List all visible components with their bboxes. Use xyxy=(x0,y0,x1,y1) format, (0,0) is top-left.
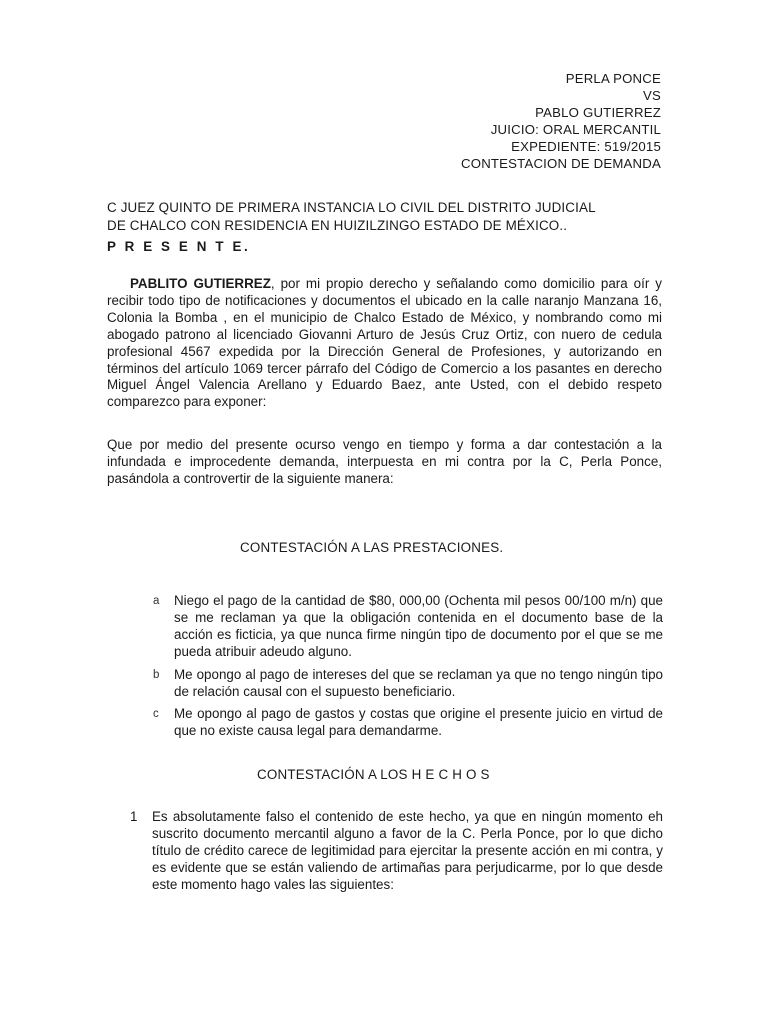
defendant-name: PABLO GUTIERREZ xyxy=(535,105,661,120)
item-marker: a xyxy=(153,595,160,607)
defendant-bold-name: PABLITO GUTIERREZ xyxy=(130,276,271,291)
trial-type: JUICIO: ORAL MERCANTIL xyxy=(490,122,661,137)
item-marker: c xyxy=(153,708,159,720)
case-file-number: EXPEDIENTE: 519/2015 xyxy=(511,139,661,154)
case-header xyxy=(461,70,661,172)
hechos-title: CONTESTACIÓN A LOS H E C H O S xyxy=(257,767,490,782)
item-text: Me opongo al pago de intereses del que se reclaman ya que no tengo ningún tipo de relación causal con el supuesto beneficiario. xyxy=(174,667,663,699)
hecho-text: Es absolutamente falso el contenido de este hecho, ya que en ningún momento eh suscrito documento mercantil alguno a favor de la C. Perla Ponce, por lo que dicho título de crédito carece de legitimidad para ejercitar la presente acción en mi contra, y es evidente que se están valiendo de artimañas para perjudicarme, por lo que desde este momento hago vales las siguientes: xyxy=(152,809,663,892)
plaintiff-name: PERLA PONCE xyxy=(565,71,661,86)
versus-label: VS xyxy=(643,88,661,103)
response-paragraph: Que por medio del presente ocurso vengo en tiempo y forma a dar contestación a la infundada e improcedente demanda, interpuesta en mi contra por la C, Perla Ponce, pasándola a controvertir de la siguiente manera: xyxy=(107,437,662,486)
prestaciones-title: CONTESTACIÓN A LAS PRESTACIONES. xyxy=(240,540,504,555)
addressee-block xyxy=(107,199,662,235)
intro-paragraph-text: , por mi propio derecho y señalando como domicilio para oír y recibir todo tipo de notificaciones y documentos el ubicado en la calle naranjo Manzana 16, Colonia la Bomba , en el municipio de Chalco Estado de México, y nombrando como mi abogado patrono al licenciado Giovanni Arturo de Jesús Cruz Ortiz, con nuero de cedula profesional 4567 expedida por la Dirección General de Profesiones, y autorizando en términos del artículo 1069 tercer párrafo del Código de Comercio a los pasantes en derecho Miguel Ángel Valencia Arellano y Eduardo Baez, ante Usted, con el debido respeto comparezco para exponer: xyxy=(107,276,662,410)
addressee-line-1: C JUEZ QUINTO DE PRIMERA INSTANCIA LO CIVIL DEL DISTRITO JUDICIAL xyxy=(107,200,596,215)
intro-paragraph xyxy=(107,276,662,411)
item-text: Niego el pago de la cantidad de $80, 000,00 (Ochenta mil pesos 00/100 m/n) que se me reclaman ya que la obligación contenida en el documento base de la acción es ficticia, ya que nunca firme ningún tipo de documento por el que se me pueda atribuir adeudo alguno. xyxy=(174,593,663,659)
document-type: CONTESTACION DE DEMANDA xyxy=(461,156,661,171)
item-marker: b xyxy=(153,669,160,681)
addressee-line-2: DE CHALCO CON RESIDENCIA EN HUIZILZINGO ESTADO DE MÉXICO.. xyxy=(107,218,568,233)
presente-heading: P R E S E N T E. xyxy=(107,239,251,254)
hecho-number: 1 xyxy=(130,809,138,824)
item-text: Me opongo al pago de gastos y costas que origine el presente juicio en virtud de que no existe causa legal para demandarme. xyxy=(174,706,663,738)
